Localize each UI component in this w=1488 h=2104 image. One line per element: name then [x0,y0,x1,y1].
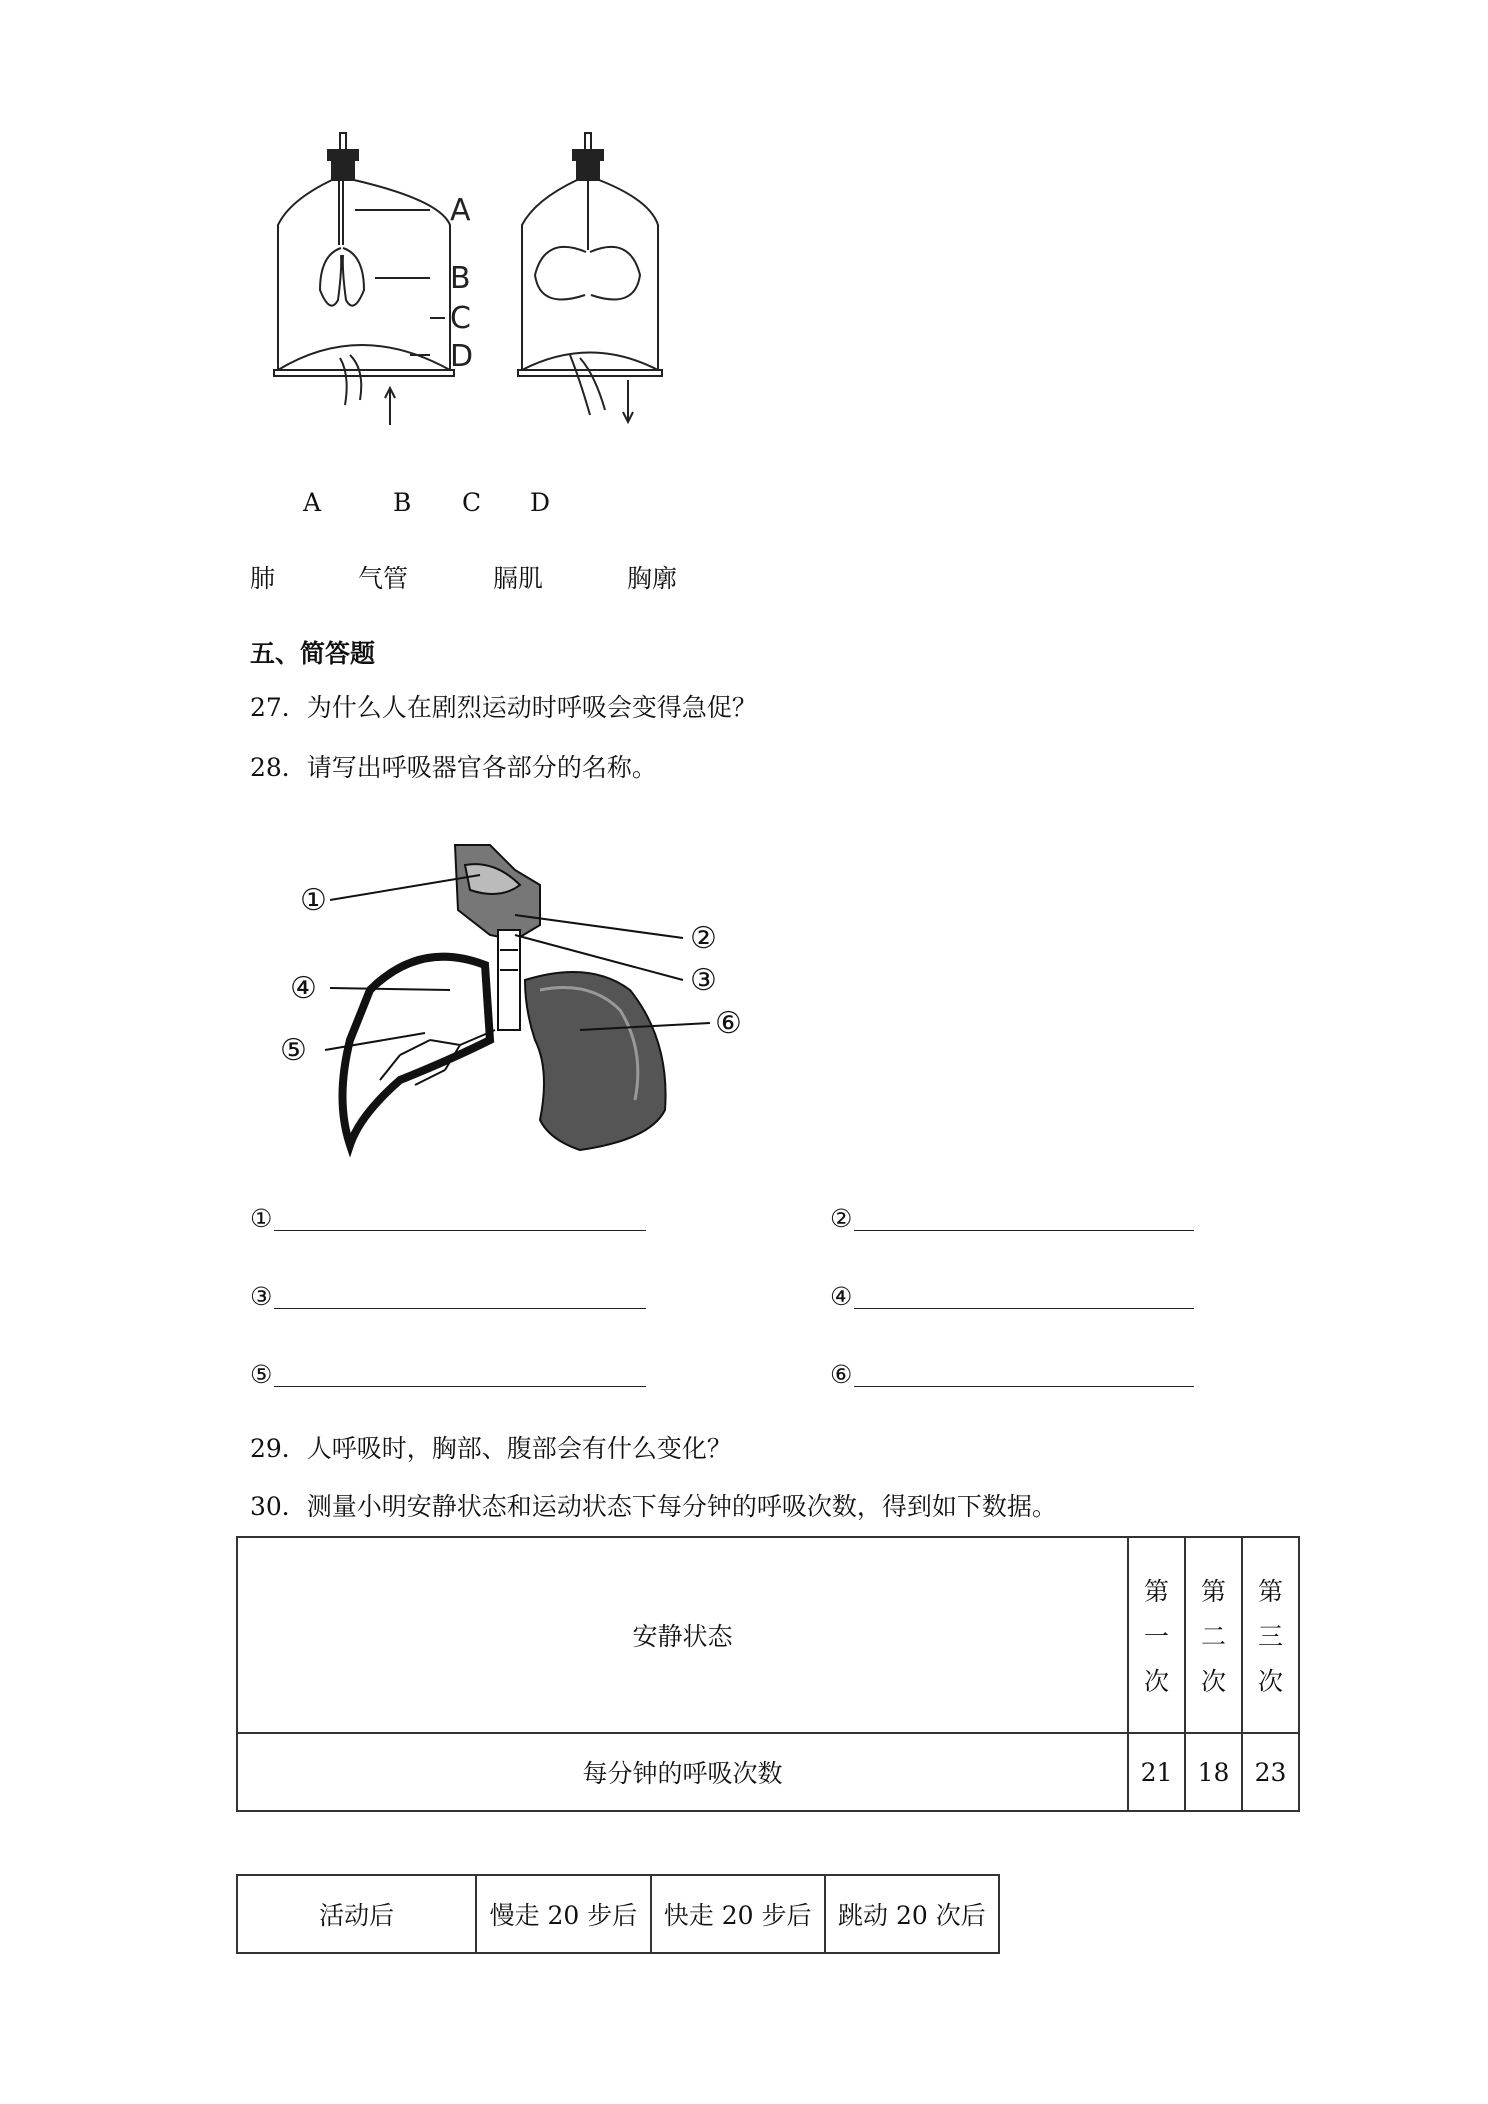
left-bell-jar [274,133,454,425]
respiratory-system-figure [250,840,830,1180]
label-a: A [450,193,471,228]
table1-col-2-char: 次 [1200,1667,1226,1696]
table1-header-label: 安静状态 [237,1537,1128,1733]
table1-value-3: 23 [1242,1733,1299,1811]
marker-3: ③ [690,963,717,998]
table1-col-3-char: 三 [1257,1622,1283,1651]
marker-1: ① [300,883,327,918]
blank-4 [830,1284,1194,1309]
blank-5-marker: ⑤ [250,1360,273,1389]
blank-3 [250,1284,646,1309]
blank-5 [250,1362,646,1387]
label-d: D [450,339,474,374]
table1-col-1 [1128,1537,1185,1733]
table1-col-3-char: 第 [1257,1577,1283,1606]
marker-4: ④ [290,971,317,1006]
table2-cell-1: 活动后 [237,1875,476,1953]
bell-jar-figure [250,130,690,450]
blank-4-line[interactable] [854,1286,1194,1309]
table1-col-2-char: 第 [1200,1577,1226,1606]
table-row [237,1537,1299,1733]
blank-2 [830,1206,1194,1231]
blank-1 [250,1206,646,1231]
table1-col-3-char: 次 [1257,1667,1283,1696]
blank-2-marker: ② [830,1204,853,1233]
answer-word-trachea: 气管 [358,564,409,593]
marker-6: ⑥ [715,1006,742,1041]
blank-4-marker: ④ [830,1282,853,1311]
blank-6-marker: ⑥ [830,1360,853,1389]
answer-letter-c: C [462,488,482,517]
label-c: C [450,301,471,336]
table1-col-2 [1185,1537,1242,1733]
blank-1-marker: ① [250,1204,273,1233]
table1-col-1-char: 次 [1143,1667,1169,1696]
marker-2: ② [690,921,717,956]
table-row [237,1875,999,1953]
table-row [237,1733,1299,1811]
answer-letter-d: D [530,488,551,517]
answer-word-thorax: 胸廓 [627,564,678,593]
table1-col-1-char: 第 [1143,1577,1169,1606]
activity-breath-table [236,1874,1000,1954]
blank-5-line[interactable] [274,1364,646,1387]
blank-2-line[interactable] [854,1208,1194,1231]
blank-6 [830,1362,1194,1387]
question-30: 30．测量小明安静状态和运动状态下每分钟的呼吸次数，得到如下数据。 [250,1492,1057,1521]
right-bell-jar [518,133,662,422]
table1-col-2-char: 二 [1200,1622,1226,1651]
table2-cell-4: 跳动 20 次后 [825,1875,999,1953]
blank-6-line[interactable] [854,1364,1194,1387]
table1-row-label: 每分钟的呼吸次数 [237,1733,1128,1811]
table1-col-3 [1242,1537,1299,1733]
answer-letter-a: A [303,488,322,517]
blank-1-line[interactable] [274,1208,646,1231]
question-29: 29．人呼吸时，胸部、腹部会有什么变化？ [250,1434,732,1463]
respiratory-drawing [325,845,710,1150]
blank-3-marker: ③ [250,1282,273,1311]
label-b: B [450,261,471,296]
answer-word-lung: 肺 [250,564,276,593]
answer-letter-b: B [393,488,412,517]
section-title: 五、简答题 [250,639,376,668]
question-27: 27．为什么人在剧烈运动时呼吸会变得急促？ [250,693,757,722]
table1-value-2: 18 [1185,1733,1242,1811]
table2-cell-3: 快走 20 步后 [651,1875,825,1953]
question-28: 28．请写出呼吸器官各部分的名称。 [250,753,657,782]
resting-breath-table [236,1536,1300,1812]
marker-5: ⑤ [280,1033,307,1068]
answer-word-diaphragm: 膈肌 [493,564,544,593]
table1-value-1: 21 [1128,1733,1185,1811]
blank-3-line[interactable] [274,1286,646,1309]
table1-col-1-char: 一 [1143,1622,1169,1651]
table2-cell-2: 慢走 20 步后 [476,1875,650,1953]
